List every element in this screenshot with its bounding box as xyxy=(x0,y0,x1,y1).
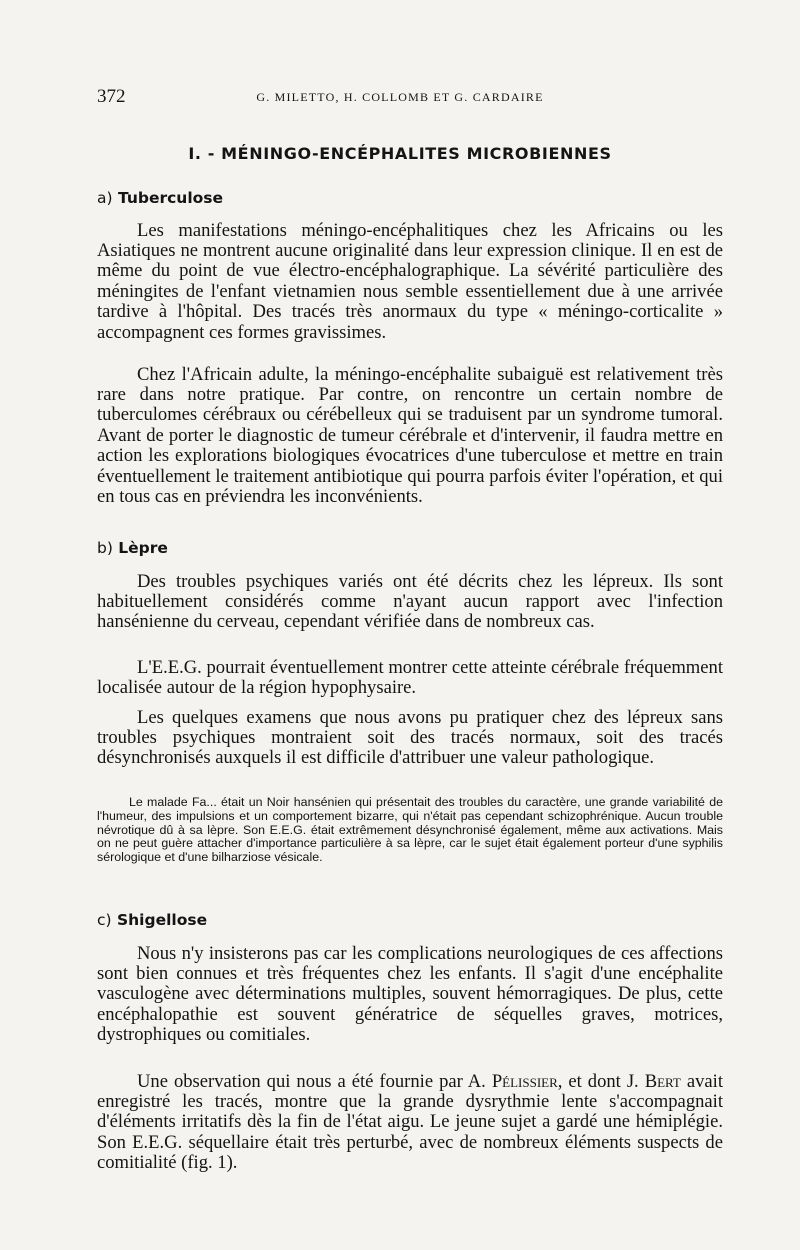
subsection-heading-shigellose xyxy=(97,911,207,929)
subsection-title: Lèpre xyxy=(118,539,168,557)
section-title: I. - MÉNINGO-ENCÉPHALITES MICROBIENNES xyxy=(188,144,612,163)
author-name-pelissier: Pélissier xyxy=(491,1070,558,1092)
author-name-bert: Bert xyxy=(644,1070,681,1092)
subsection-heading-tuberculose xyxy=(97,189,223,207)
subsection-letter: a) xyxy=(97,189,113,207)
text-run: Une observation qui nous a été fournie par A. xyxy=(137,1070,492,1092)
text-run: avait enregistré les tracés, montre que la grande dysrythmie lente s'accompagnait d'éléments irritatifs dès la fin de l'état aigu. Le jeune sujet a gardé une hémiplégie. Son E.E.G. séquellaire était très perturbé, avec de nombreux éléments suspects de comitialité (fig. 1). xyxy=(97,1070,723,1174)
subsection-heading-lepre xyxy=(97,539,168,557)
paragraph-tuberculose-2: Chez l'Africain adulte, la méningo-encéphalite subaiguë est relativement très rare dans notre pratique. Par contre, on rencontre un certain nombre de tuberculomes cérébraux ou cérébelleux qui se traduisent par un syndrome tumoral. Avant de porter le diagnostic de tumeur cérébrale et d'intervenir, il faudra mettre en action les explorations biologiques évocatrices d'une tuberculose et mettre en train éventuellement le traitement antibiotique qui pourra parfois éviter l'opération, et qui en tous cas en préviendra les inconvénients. xyxy=(97,363,723,508)
subsection-letter: b) xyxy=(97,539,113,557)
subsection-letter: c) xyxy=(97,911,112,929)
page-header xyxy=(97,86,703,110)
paragraph-lepre-3: Les quelques examens que nous avons pu pratiquer chez des lépreux sans troubles psychiques montraient soit des tracés normaux, soit des tracés désynchronisés auxquels il est difficile d'attribuer une valeur pathologique. xyxy=(97,706,723,769)
running-title: G. MILETTO, H. COLLOMB ET G. CARDAIRE xyxy=(256,90,544,104)
subsection-title: Shigellose xyxy=(116,911,208,929)
paragraph-lepre-2: L'E.E.G. pourrait éventuellement montrer cette atteinte cérébrale fréquemment localisée autour de la région hypophysaire. xyxy=(97,656,723,698)
paragraph-shigellose-2 xyxy=(97,1072,723,1174)
paragraph-lepre-1: Des troubles psychiques variés ont été décrits chez les lépreux. Ils sont habituellement considérés comme n'ayant aucun rapport avec l'infection hansénienne du cerveau, cependant vérifiée dans de nombreux cas. xyxy=(97,570,723,633)
text-run: , et dont J. xyxy=(557,1070,645,1092)
subsection-title: Tuberculose xyxy=(117,189,224,207)
paragraph-shigellose-1: Nous n'y insisterons pas car les complications neurologiques de ces affections sont bien connues et très fréquentes chez les enfants. Il s'agit d'une encéphalite vasculogène avec déterminations multiples, souvent hémorragiques. De plus, cette encéphalopathie est souvent génératrice de séquelles graves, motrices, dystrophiques ou comitiales. xyxy=(97,942,723,1046)
page-number: 372 xyxy=(97,86,126,107)
clinical-note-lepre: Le malade Fa... était un Noir hansénien qui présentait des troubles du caractère, une grande variabilité de l'humeur, des impulsions et un comportement bizarre, qui n'était pas cependant schizophrénique. Aucun trouble névrotique dû à sa lèpre. Son E.E.G. était extrêmement désynchronisé également, même aux activations. Mais on ne peut guère attacher d'importance particulière à sa lèpre, car le sujet était également porteur d'une syphilis sérologique et d'une bilharziose vésicale. xyxy=(97,795,723,864)
paragraph-tuberculose-1: Les manifestations méningo-encéphalitiques chez les Africains ou les Asiatiques ne montrent aucune originalité dans leur expression clinique. Il en est de même du point de vue électro-encéphalographique. La sévérité particulière des méningites de l'enfant vietnamien nous semble essentiellement due à une arrivée tardive à l'hôpital. Des tracés très anormaux du type « méningo-corticalite » accompagnent ces formes gravissimes. xyxy=(97,219,723,343)
